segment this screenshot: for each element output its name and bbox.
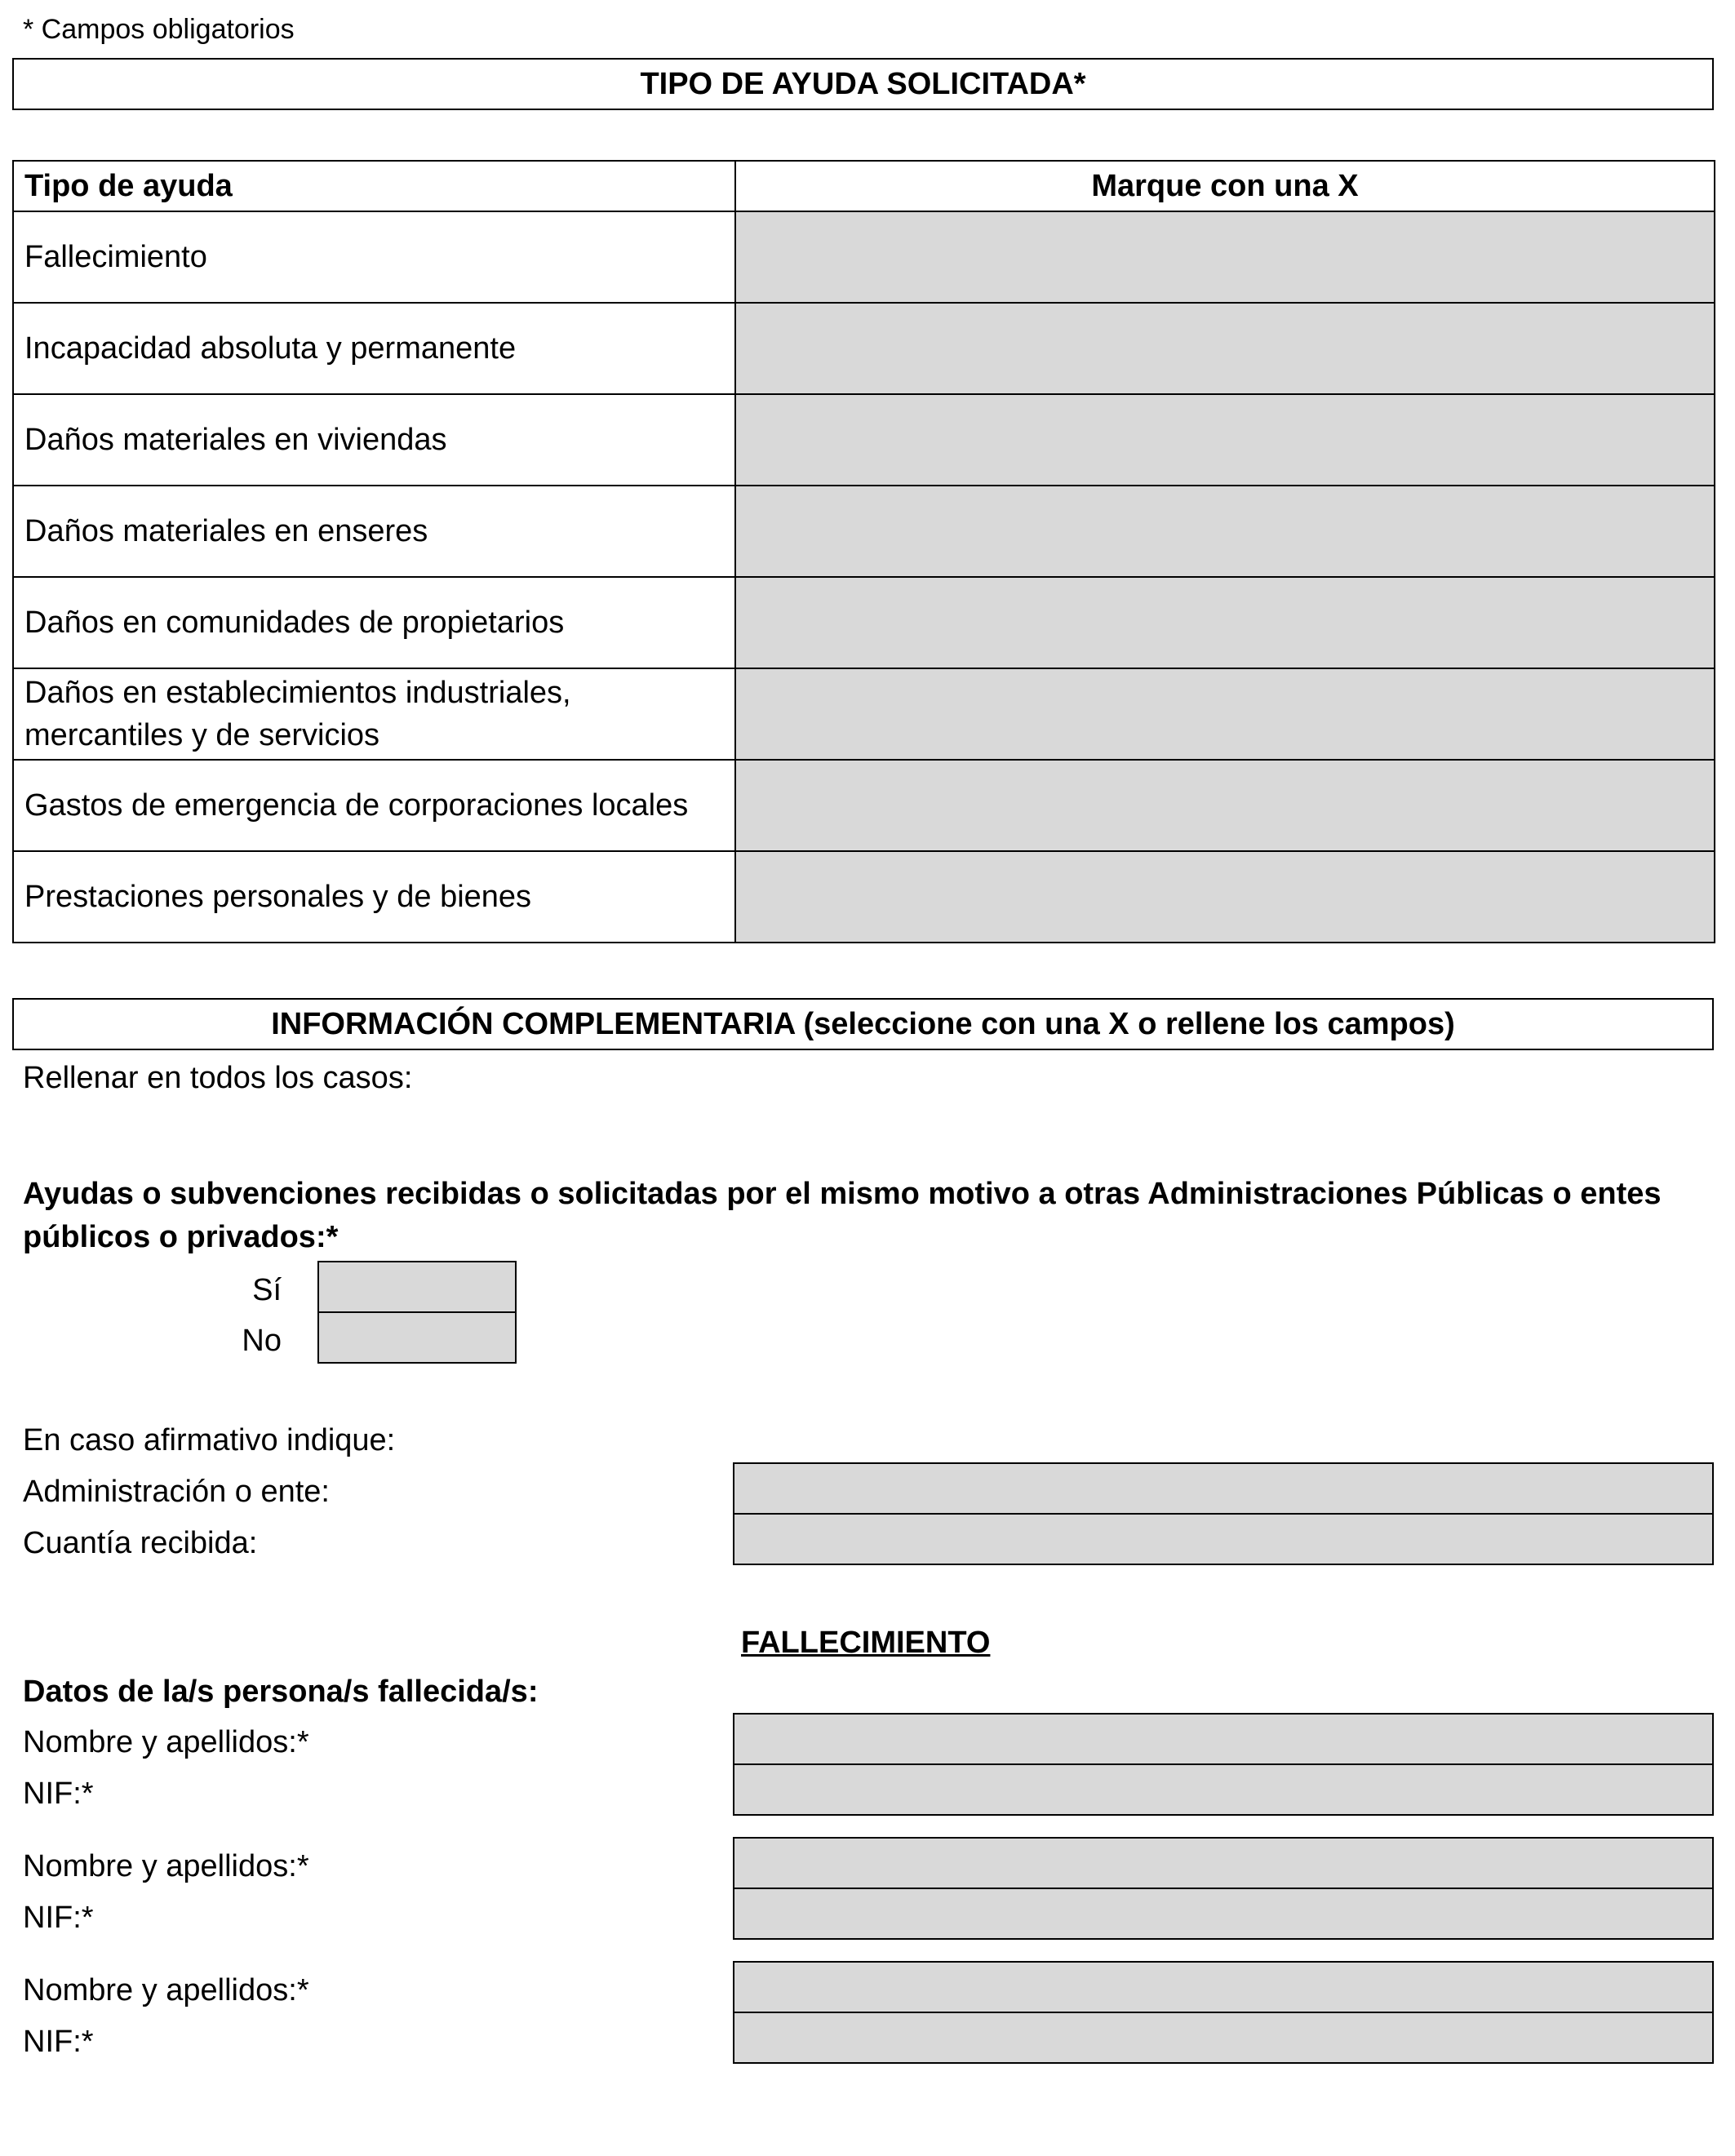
section-title-fallecimiento: FALLECIMIENTO: [741, 1626, 991, 1660]
deceased-persons-heading: Datos de la/s persona/s fallecida/s:: [23, 1675, 539, 1709]
section-title-aid-type: TIPO DE AYUDA SOLICITADA*: [12, 58, 1714, 110]
table-header-row: [13, 161, 1715, 211]
section-title-complementary-info: INFORMACIÓN COMPLEMENTARIA (seleccione con una X o rellene los campos): [12, 998, 1714, 1050]
aid-type-mark-field[interactable]: [735, 211, 1715, 303]
no-label: No: [242, 1324, 282, 1358]
administration-field[interactable]: [733, 1462, 1714, 1515]
amount-received-label: Cuantía recibida:: [23, 1526, 258, 1560]
aid-type-label: Fallecimiento: [13, 211, 735, 303]
table-row: [13, 577, 1715, 668]
table-row: [13, 303, 1715, 394]
deceased-name-label: Nombre y apellidos:*: [23, 1973, 309, 2007]
aid-type-label: Daños materiales en viviendas: [13, 394, 735, 486]
aid-type-mark-field[interactable]: [735, 303, 1715, 394]
aid-type-table: [12, 160, 1715, 943]
deceased-name-field[interactable]: [733, 1837, 1714, 1889]
deceased-nif-field[interactable]: [733, 2012, 1714, 2064]
aid-type-mark-field[interactable]: [735, 851, 1715, 943]
yes-label: Sí: [252, 1273, 282, 1307]
table-row: [13, 211, 1715, 303]
required-fields-note: * Campos obligatorios: [23, 14, 295, 45]
if-yes-label: En caso afirmativo indique:: [23, 1423, 396, 1457]
deceased-nif-label: NIF:*: [23, 1901, 94, 1935]
aid-type-mark-field[interactable]: [735, 577, 1715, 668]
column-header-mark: Marque con una X: [735, 161, 1715, 211]
other-aid-question-line1: Ayudas o subvenciones recibidas o solicitadas por el mismo motivo a otras Administraciones Públicas o entes: [23, 1177, 1662, 1211]
table-row: [13, 851, 1715, 943]
deceased-name-field[interactable]: [733, 1713, 1714, 1765]
table-row: [13, 668, 1715, 760]
deceased-nif-field[interactable]: [733, 1888, 1714, 1940]
column-header-aid-type: Tipo de ayuda: [13, 161, 735, 211]
aid-type-label: Prestaciones personales y de bienes: [13, 851, 735, 943]
aid-type-mark-field[interactable]: [735, 668, 1715, 760]
table-row: [13, 486, 1715, 577]
other-aid-question-line2: públicos o privados:*: [23, 1220, 339, 1254]
deceased-nif-label: NIF:*: [23, 1777, 94, 1811]
aid-type-label: Daños en comunidades de propietarios: [13, 577, 735, 668]
deceased-name-field[interactable]: [733, 1961, 1714, 2013]
aid-type-mark-field[interactable]: [735, 394, 1715, 486]
aid-type-label: Daños en establecimientos industriales, mercantiles y de servicios: [13, 668, 735, 760]
deceased-nif-field[interactable]: [733, 1763, 1714, 1816]
amount-received-field[interactable]: [733, 1513, 1714, 1565]
aid-type-label: Gastos de emergencia de corporaciones locales: [13, 760, 735, 851]
no-mark-field[interactable]: [317, 1311, 517, 1364]
aid-type-label: Incapacidad absoluta y permanente: [13, 303, 735, 394]
deceased-name-label: Nombre y apellidos:*: [23, 1725, 309, 1759]
table-row: [13, 760, 1715, 851]
table-row: [13, 394, 1715, 486]
administration-label: Administración o ente:: [23, 1475, 330, 1509]
aid-type-mark-field[interactable]: [735, 760, 1715, 851]
deceased-name-label: Nombre y apellidos:*: [23, 1849, 309, 1883]
aid-type-mark-field[interactable]: [735, 486, 1715, 577]
yes-mark-field[interactable]: [317, 1261, 517, 1313]
deceased-nif-label: NIF:*: [23, 2025, 94, 2059]
fill-all-cases-label: Rellenar en todos los casos:: [23, 1061, 413, 1095]
aid-type-label: Daños materiales en enseres: [13, 486, 735, 577]
